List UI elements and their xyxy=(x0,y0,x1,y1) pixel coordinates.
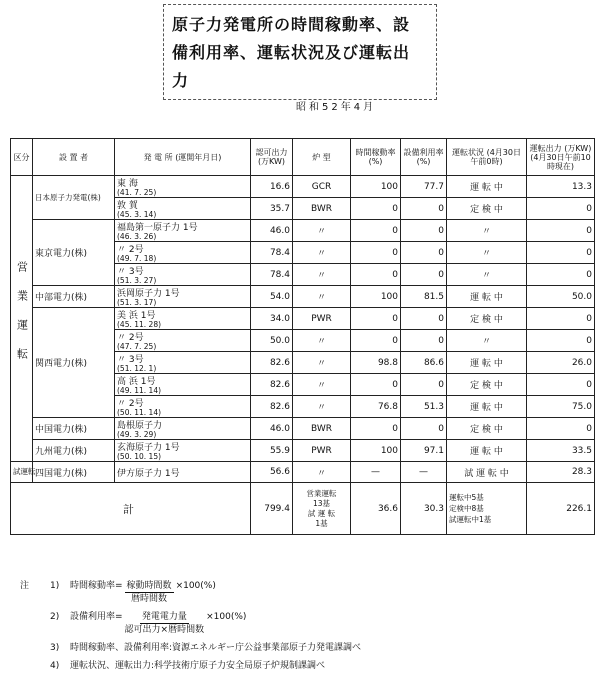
reactor-cell: 〃 xyxy=(293,264,351,286)
report-date: 昭和52年4月 xyxy=(296,102,377,113)
reactor-cell: 〃 xyxy=(293,242,351,264)
time-rate-cell: 0 xyxy=(351,220,401,242)
owner-cell: 九州電力(株) xyxy=(33,440,115,462)
reactor-cell: PWR xyxy=(293,308,351,330)
time-rate-cell: 0 xyxy=(351,242,401,264)
owner-cell: 関西電力(株) xyxy=(33,308,115,418)
reactor-cell: 〃 xyxy=(293,352,351,374)
title-box xyxy=(163,4,437,100)
util-rate-cell: 81.5 xyxy=(401,286,447,308)
plant-cell: 高 浜 1号 (49. 11. 14) xyxy=(115,374,251,396)
capacity-cell: 46.0 xyxy=(251,418,293,440)
capacity-cell: 56.6 xyxy=(251,462,293,483)
status-cell: 運 転 中 xyxy=(447,396,527,418)
output-cell: 75.0 xyxy=(527,396,595,418)
total-status: 運転中5基 定検中8基 試運転中1基 xyxy=(447,483,527,535)
title-line-1: 原子力発電所の時間稼動率、設 xyxy=(172,15,411,34)
capacity-cell: 34.0 xyxy=(251,308,293,330)
status-cell: 〃 xyxy=(447,330,527,352)
time-rate-cell: 0 xyxy=(351,330,401,352)
total-label: 計 xyxy=(11,483,251,535)
output-cell: 0 xyxy=(527,242,595,264)
total-output: 226.1 xyxy=(527,483,595,535)
header-owner: 設 置 者 xyxy=(33,139,115,176)
plant-cell: 〃 2号 (47. 7. 25) xyxy=(115,330,251,352)
time-rate-cell: 100 xyxy=(351,440,401,462)
capacity-cell: 55.9 xyxy=(251,440,293,462)
plant-cell: 玄海原子力 1号 (50. 10. 15) xyxy=(115,440,251,462)
total-reactor: 営業運転 13基 試 運 転 1基 xyxy=(293,483,351,535)
output-cell: 13.3 xyxy=(527,176,595,198)
util-rate-cell: 0 xyxy=(401,330,447,352)
util-rate-cell: 0 xyxy=(401,264,447,286)
table-row xyxy=(11,440,595,462)
header-plant: 発 電 所 (運開年月日) xyxy=(115,139,251,176)
total-row xyxy=(11,483,595,535)
header-category: 区分 xyxy=(11,139,33,176)
note-4: 4) 運転状況、運転出力:科学技術庁原子力安全局原子炉規制課調べ xyxy=(50,661,326,671)
status-cell: 運 転 中 xyxy=(447,440,527,462)
plant-cell: 〃 3号 (51. 3. 27) xyxy=(115,264,251,286)
note-3: 3) 時間稼動率、設備利用率:資源エネルギー庁公益事業部原子力発電課調べ xyxy=(50,643,362,653)
util-rate-cell: 97.1 xyxy=(401,440,447,462)
time-rate-cell: 0 xyxy=(351,198,401,220)
reactor-cell: 〃 xyxy=(293,374,351,396)
capacity-cell: 46.0 xyxy=(251,220,293,242)
table-row xyxy=(11,308,595,330)
util-rate-cell: 0 xyxy=(401,308,447,330)
output-cell: 0 xyxy=(527,418,595,440)
table-row xyxy=(11,286,595,308)
output-cell: 33.5 xyxy=(527,440,595,462)
output-cell: 0 xyxy=(527,308,595,330)
time-rate-cell: 0 xyxy=(351,418,401,440)
util-rate-cell: 86.6 xyxy=(401,352,447,374)
total-util-rate: 30.3 xyxy=(401,483,447,535)
table-row xyxy=(11,220,595,242)
time-rate-cell: 0 xyxy=(351,264,401,286)
reactor-cell: GCR xyxy=(293,176,351,198)
status-cell: 定 検 中 xyxy=(447,418,527,440)
header-capacity: 認可出力 (万KW) xyxy=(251,139,293,176)
plant-cell: 〃 2号 (49. 7. 18) xyxy=(115,242,251,264)
util-rate-cell: — xyxy=(401,462,447,483)
plant-cell: 福島第一原子力 1号 (46. 3. 26) xyxy=(115,220,251,242)
util-rate-cell: 0 xyxy=(401,242,447,264)
header-status: 運転状況 (4月30日午前0時) xyxy=(447,139,527,176)
header-row xyxy=(11,139,595,176)
plant-cell: 島根原子力 (49. 3. 29) xyxy=(115,418,251,440)
capacity-cell: 50.0 xyxy=(251,330,293,352)
output-cell: 0 xyxy=(527,374,595,396)
header-util-rate: 設備利用率 (%) xyxy=(401,139,447,176)
status-cell: 運 転 中 xyxy=(447,176,527,198)
plant-cell: 東 海 (41. 7. 25) xyxy=(115,176,251,198)
note-1: 注 1) 時間稼動率= $\frac{\text{稼動時間数}}{\text{暦時間数}}$ ×100(%) xyxy=(20,581,216,604)
capacity-cell: 16.6 xyxy=(251,176,293,198)
reactor-cell: 〃 xyxy=(293,462,351,483)
owner-cell: 東京電力(株) xyxy=(33,220,115,286)
plant-cell: 浜岡原子力 1号 (51. 3. 17) xyxy=(115,286,251,308)
time-rate-cell: 0 xyxy=(351,308,401,330)
plant-cell: 〃 2号 (50. 11. 14) xyxy=(115,396,251,418)
capacity-cell: 78.4 xyxy=(251,242,293,264)
note-2: 2) 設備利用率= $\frac{\text{発電電力量}}{\text{認可出力×暦時間数}}$ ×100(%) xyxy=(50,612,247,635)
status-cell: 〃 xyxy=(447,220,527,242)
status-cell: 運 転 中 xyxy=(447,352,527,374)
header-reactor: 炉 型 xyxy=(293,139,351,176)
owner-cell: 中部電力(株) xyxy=(33,286,115,308)
header-time-rate: 時間稼動率 (%) xyxy=(351,139,401,176)
owner-cell: 日本原子力発電(株) xyxy=(33,176,115,220)
header-output: 運転出力 (万KW) (4月30日午前10時現在) xyxy=(527,139,595,176)
plant-table xyxy=(10,138,595,535)
table-row xyxy=(11,462,595,483)
time-rate-cell: 100 xyxy=(351,176,401,198)
title-line-2: 備利用率、運転状況及び運転出 xyxy=(172,43,411,62)
formula-fraction-2: $\frac{\text{発電電力量}}{\text{認可出力×暦時間数}}$ xyxy=(124,612,205,635)
capacity-cell: 82.6 xyxy=(251,374,293,396)
capacity-cell: 35.7 xyxy=(251,198,293,220)
util-rate-cell: 0 xyxy=(401,220,447,242)
output-cell: 26.0 xyxy=(527,352,595,374)
status-cell: 定 検 中 xyxy=(447,374,527,396)
category-commercial: 営業運転 xyxy=(11,176,33,462)
time-rate-cell: — xyxy=(351,462,401,483)
util-rate-cell: 77.7 xyxy=(401,176,447,198)
capacity-cell: 54.0 xyxy=(251,286,293,308)
output-cell: 0 xyxy=(527,220,595,242)
util-rate-cell: 0 xyxy=(401,198,447,220)
output-cell: 28.3 xyxy=(527,462,595,483)
util-rate-cell: 51.3 xyxy=(401,396,447,418)
output-cell: 0 xyxy=(527,330,595,352)
capacity-cell: 82.6 xyxy=(251,352,293,374)
time-rate-cell: 0 xyxy=(351,374,401,396)
status-cell: 〃 xyxy=(447,242,527,264)
notes xyxy=(20,580,361,678)
reactor-cell: 〃 xyxy=(293,286,351,308)
time-rate-cell: 98.8 xyxy=(351,352,401,374)
status-cell: 定 検 中 xyxy=(447,198,527,220)
plant-cell: 伊方原子力 1号 xyxy=(115,462,251,483)
util-rate-cell: 0 xyxy=(401,418,447,440)
formula-fraction-1: $\frac{\text{稼動時間数}}{\text{暦時間数}}$ xyxy=(126,581,172,604)
plant-cell: 〃 3号 (51. 12. 1) xyxy=(115,352,251,374)
status-cell: 定 検 中 xyxy=(447,308,527,330)
total-capacity: 799.4 xyxy=(251,483,293,535)
owner-cell: 中国電力(株) xyxy=(33,418,115,440)
total-time-rate: 36.6 xyxy=(351,483,401,535)
time-rate-cell: 100 xyxy=(351,286,401,308)
reactor-cell: 〃 xyxy=(293,396,351,418)
reactor-cell: PWR xyxy=(293,440,351,462)
output-cell: 0 xyxy=(527,198,595,220)
reactor-cell: 〃 xyxy=(293,330,351,352)
status-cell: 〃 xyxy=(447,264,527,286)
reactor-cell: BWR xyxy=(293,198,351,220)
reactor-cell: 〃 xyxy=(293,220,351,242)
table-row xyxy=(11,176,595,198)
output-cell: 0 xyxy=(527,264,595,286)
category-trial: 試運転 xyxy=(11,462,33,483)
plant-cell: 美 浜 1号 (45. 11. 28) xyxy=(115,308,251,330)
capacity-cell: 78.4 xyxy=(251,264,293,286)
util-rate-cell: 0 xyxy=(401,374,447,396)
notes-label: 注 xyxy=(20,581,30,591)
title-line-3: 力 xyxy=(172,71,190,90)
output-cell: 50.0 xyxy=(527,286,595,308)
owner-cell: 四国電力(株) xyxy=(33,462,115,483)
status-cell: 試 運 転 中 xyxy=(447,462,527,483)
plant-cell: 敦 賀 (45. 3. 14) xyxy=(115,198,251,220)
capacity-cell: 82.6 xyxy=(251,396,293,418)
reactor-cell: BWR xyxy=(293,418,351,440)
time-rate-cell: 76.8 xyxy=(351,396,401,418)
status-cell: 運 転 中 xyxy=(447,286,527,308)
table-row xyxy=(11,418,595,440)
